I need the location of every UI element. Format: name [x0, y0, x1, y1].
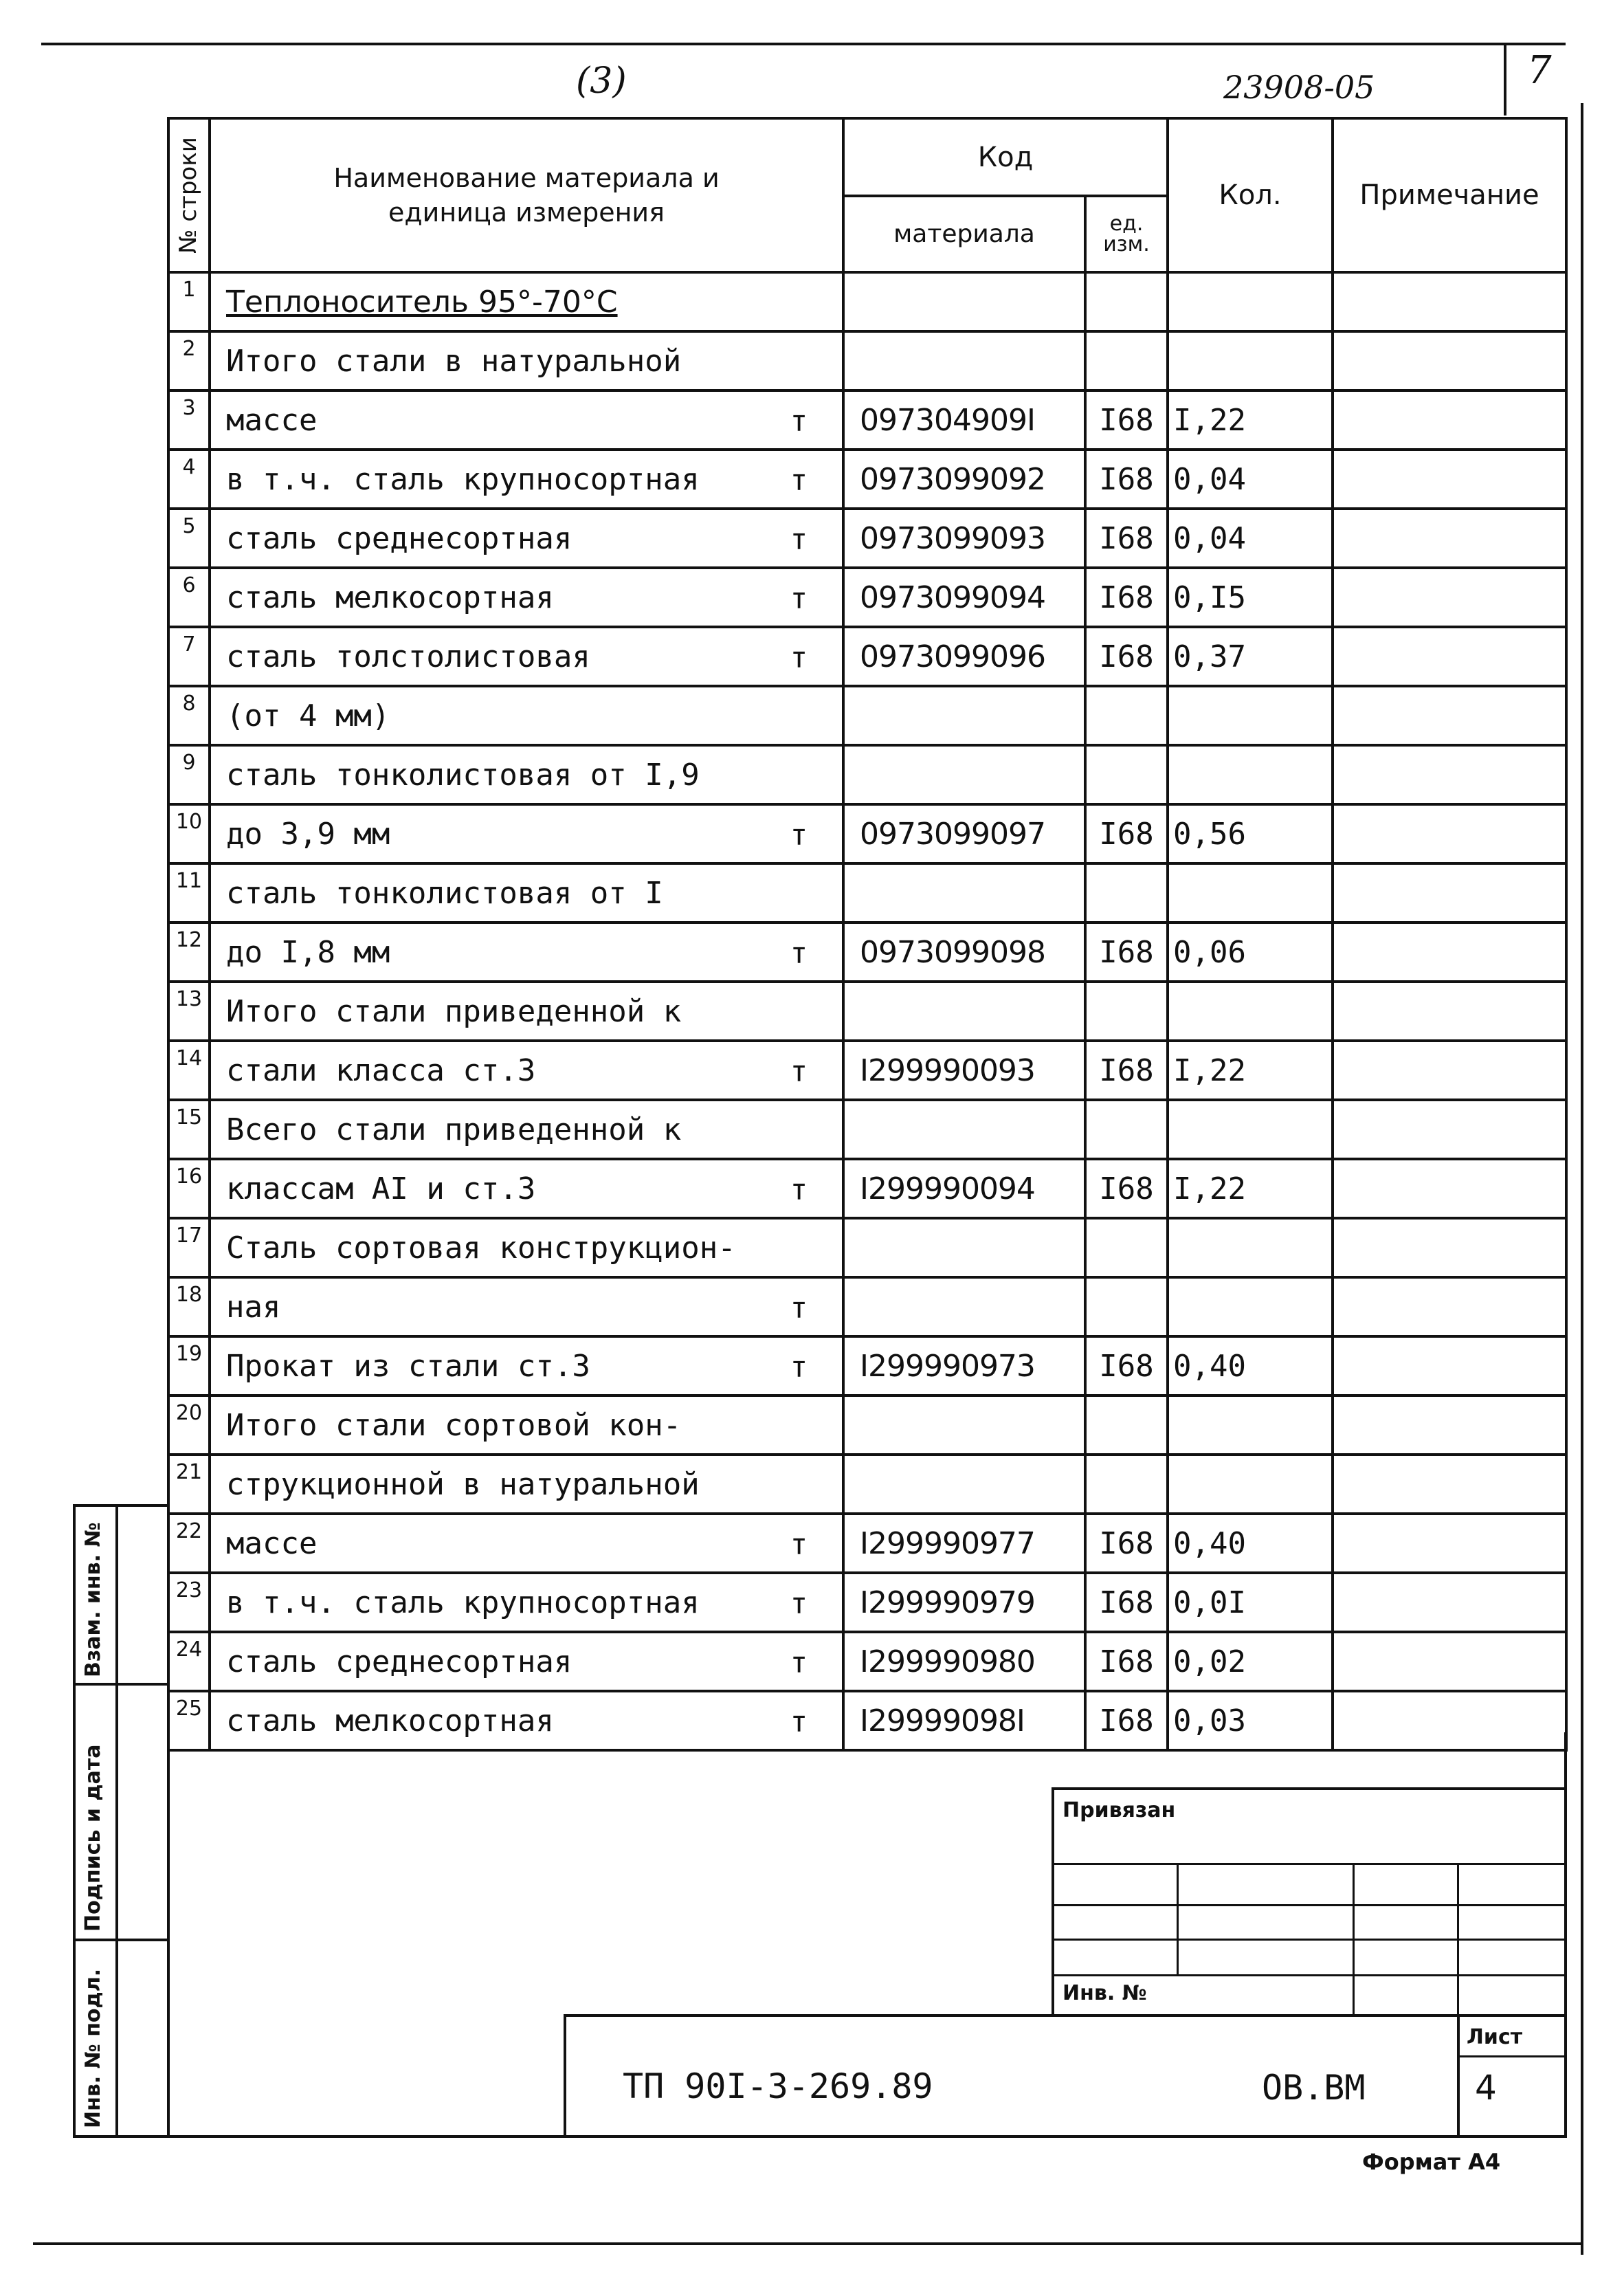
note-cell: [1333, 1218, 1566, 1277]
inv-no-label: Инв. №: [1063, 1981, 1147, 2005]
table-row: [168, 1573, 1566, 1632]
table-row: [168, 450, 1566, 509]
material-name-text: сталь тонколистовая от I,9: [226, 757, 700, 793]
material-name-text: ная: [226, 1289, 281, 1325]
unit-code-cell: I68: [1085, 568, 1168, 627]
material-code-cell: [843, 686, 1085, 745]
page-number: 7: [1527, 48, 1552, 93]
unit-code-cell: I68: [1085, 627, 1168, 686]
material-name-text: в т.ч. сталь крупносортная: [226, 1585, 700, 1620]
frame-left-line: [167, 1732, 170, 2138]
material-name-text: сталь мелкосортная: [226, 1703, 554, 1738]
material-name-text: Итого стали в натуральной: [226, 343, 682, 379]
note-cell: [1333, 568, 1566, 627]
margin-strip-outer-left: [73, 1504, 76, 2138]
note-cell: [1333, 1041, 1566, 1100]
note-cell: [1333, 982, 1566, 1041]
note-cell: [1333, 1100, 1566, 1159]
table-row: [168, 390, 1566, 450]
material-name-cell: [210, 1514, 843, 1573]
quantity-cell: [1168, 1395, 1333, 1455]
unit-code-cell: I68: [1085, 1159, 1168, 1218]
quantity-cell: 0,04: [1168, 509, 1333, 568]
material-code-cell: [843, 1455, 1085, 1514]
material-name-text: сталь толстолистовая: [226, 639, 590, 674]
material-name-cell: [210, 450, 843, 509]
material-name-text: Сталь сортовая конструкцион-: [226, 1230, 736, 1266]
material-name-cell: [210, 1632, 843, 1691]
material-code-cell: 0973099098: [843, 923, 1085, 982]
document-mark: ОВ.ВМ: [1262, 2068, 1366, 2108]
unit-label: т: [790, 1705, 808, 1738]
archive-number: 23908-05: [1223, 69, 1375, 106]
note-cell: [1333, 331, 1566, 390]
material-code-cell: I299990977: [843, 1514, 1085, 1573]
material-code-cell: 0973099096: [843, 627, 1085, 686]
note-cell: [1333, 1336, 1566, 1395]
row-number-cell: 4: [168, 450, 210, 509]
material-name-cell: [210, 272, 843, 331]
note-cell: [1333, 450, 1566, 509]
top-border-line: [41, 43, 1566, 45]
note-cell: [1333, 1159, 1566, 1218]
row-number-cell: 3: [168, 390, 210, 450]
unit-code-cell: I68: [1085, 1514, 1168, 1573]
quantity-cell: [1168, 1218, 1333, 1277]
material-name-header: Наименование материала и единица измерения: [210, 118, 843, 272]
table-row: [168, 1277, 1566, 1336]
note-cell: [1333, 686, 1566, 745]
stamp-row-line-2: [1052, 1904, 1564, 1906]
material-name-cell: [210, 1041, 843, 1100]
material-name-text: сталь среднесортная: [226, 1644, 572, 1679]
quantity-cell: [1168, 1455, 1333, 1514]
sheet-label-divider: [1457, 2055, 1564, 2057]
quantity-cell: 0,I5: [1168, 568, 1333, 627]
row-number-cell: 23: [168, 1573, 210, 1632]
row-number-cell: 21: [168, 1455, 210, 1514]
row-number-cell: 2: [168, 331, 210, 390]
quantity-cell: 0,0I: [1168, 1573, 1333, 1632]
unit-label: т: [790, 1291, 808, 1325]
unit-label: т: [790, 522, 808, 556]
note-cell: [1333, 272, 1566, 331]
row-number-cell: 7: [168, 627, 210, 686]
quantity-cell: [1168, 686, 1333, 745]
unit-code-cell: I68: [1085, 390, 1168, 450]
material-code-cell: I299990094: [843, 1159, 1085, 1218]
quantity-cell: [1168, 863, 1333, 923]
quantity-cell: [1168, 982, 1333, 1041]
material-name-text: струкционной в натуральной: [226, 1466, 700, 1502]
row-number-cell: 17: [168, 1218, 210, 1277]
quantity-cell: 0,37: [1168, 627, 1333, 686]
frame-bottom-line: [73, 2135, 1567, 2138]
table-row: [168, 568, 1566, 627]
table-row: [168, 1218, 1566, 1277]
unit-code-cell: [1085, 686, 1168, 745]
material-name-cell: [210, 1395, 843, 1455]
unit-label: т: [790, 641, 808, 674]
unit-code-cell: [1085, 1455, 1168, 1514]
material-code-cell: I299990979: [843, 1573, 1085, 1632]
unit-code-cell: [1085, 1395, 1168, 1455]
sheet-number: 4: [1475, 2068, 1497, 2108]
note-cell: [1333, 1691, 1566, 1750]
material-name-text: сталь тонколистовая от I: [226, 875, 663, 911]
material-code-header: материала: [843, 196, 1085, 272]
note-cell: [1333, 1632, 1566, 1691]
row-number-cell: 5: [168, 509, 210, 568]
material-code-cell: [843, 272, 1085, 331]
stamp-row-line-4: [1052, 1974, 1564, 1976]
table-row: [168, 331, 1566, 390]
note-cell: [1333, 923, 1566, 982]
material-name-text: стали класса ст.3: [226, 1052, 536, 1088]
unit-code-cell: [1085, 1277, 1168, 1336]
quantity-cell: I,22: [1168, 1041, 1333, 1100]
row-number-cell: 22: [168, 1514, 210, 1573]
material-name-text: сталь мелкосортная: [226, 579, 554, 615]
row-number-cell: 8: [168, 686, 210, 745]
frame-right-line: [1564, 1732, 1567, 2138]
unit-code-header: ед. изм.: [1085, 196, 1168, 272]
unit-code-cell: I68: [1085, 450, 1168, 509]
row-number-cell: 1: [168, 272, 210, 331]
title-block-left-line: [564, 2014, 566, 2138]
material-name-cell: [210, 745, 843, 804]
material-name-cell: [210, 568, 843, 627]
table-row: [168, 1336, 1566, 1395]
unit-code-cell: I68: [1085, 509, 1168, 568]
material-code-cell: 0973099094: [843, 568, 1085, 627]
material-code-cell: I29999098I: [843, 1691, 1085, 1750]
unit-code-cell: [1085, 1100, 1168, 1159]
table-row: [168, 1395, 1566, 1455]
note-cell: [1333, 745, 1566, 804]
stamp-top-line: [1052, 1787, 1564, 1790]
stamp-col-line-1: [1177, 1863, 1179, 1974]
title-block-top-line: [564, 2014, 1564, 2017]
material-code-cell: I299990980: [843, 1632, 1085, 1691]
row-number-cell: 16: [168, 1159, 210, 1218]
quantity-cell: I,22: [1168, 1159, 1333, 1218]
note-cell: [1333, 1395, 1566, 1455]
unit-code-cell: I68: [1085, 1632, 1168, 1691]
unit-label: т: [790, 818, 808, 852]
material-name-text: Прокат из стали ст.3: [226, 1348, 590, 1384]
stamp-row-line-1: [1052, 1863, 1564, 1865]
stamp-left-line: [1052, 1787, 1054, 2014]
material-name-cell: [210, 982, 843, 1041]
material-name-text: Всего стали приведенной к: [226, 1112, 682, 1147]
quantity-cell: 0,02: [1168, 1632, 1333, 1691]
material-name-text: сталь среднесортная: [226, 520, 572, 556]
stamp-col-line-2: [1353, 1863, 1355, 2014]
material-name-cell: [210, 1336, 843, 1395]
bottom-border-line: [33, 2242, 1582, 2245]
unit-label: т: [790, 1173, 808, 1206]
table-row: [168, 804, 1566, 863]
row-number-cell: 20: [168, 1395, 210, 1455]
material-code-cell: I299990093: [843, 1041, 1085, 1100]
material-name-cell: [210, 331, 843, 390]
quantity-cell: 0,06: [1168, 923, 1333, 982]
quantity-cell: [1168, 272, 1333, 331]
unit-code-cell: [1085, 745, 1168, 804]
unit-label: т: [790, 1646, 808, 1679]
unit-code-cell: [1085, 331, 1168, 390]
row-number-cell: 13: [168, 982, 210, 1041]
unit-code-cell: [1085, 863, 1168, 923]
page-number-divider: [1504, 43, 1506, 115]
unit-label: т: [790, 582, 808, 615]
table-row: [168, 982, 1566, 1041]
material-name-text: (от 4 мм): [226, 698, 390, 733]
note-cell: [1333, 1277, 1566, 1336]
note-cell: [1333, 509, 1566, 568]
material-name-cell: [210, 1691, 843, 1750]
material-name-cell: [210, 1159, 843, 1218]
unit-label: т: [790, 1055, 808, 1088]
note-cell: [1333, 1455, 1566, 1514]
margin-label-sign-date: Подпись и дата: [81, 1744, 105, 1932]
material-name-cell: [210, 686, 843, 745]
margin-strip-inner: [115, 1504, 118, 2138]
table-row: [168, 1514, 1566, 1573]
material-code-cell: [843, 863, 1085, 923]
unit-label: т: [790, 1587, 808, 1620]
unit-label: т: [790, 463, 808, 497]
margin-label-inv-podl: Инв. № подл.: [81, 1968, 105, 2128]
row-number-cell: 11: [168, 863, 210, 923]
materials-table: [167, 117, 1568, 1752]
stamp-col-line-3: [1457, 1863, 1459, 2014]
material-name-text: Теплоноситель 95°-70°С: [226, 284, 618, 320]
note-cell: [1333, 804, 1566, 863]
note-cell: [1333, 863, 1566, 923]
material-code-cell: I299990973: [843, 1336, 1085, 1395]
table-row: [168, 509, 1566, 568]
row-number-cell: 24: [168, 1632, 210, 1691]
unit-label: т: [790, 936, 808, 970]
material-code-cell: [843, 745, 1085, 804]
code-header: Код: [843, 118, 1168, 196]
material-name-cell: [210, 627, 843, 686]
table-row: [168, 923, 1566, 982]
row-number-cell: 9: [168, 745, 210, 804]
section-mark: (3): [576, 60, 627, 102]
material-code-cell: [843, 1395, 1085, 1455]
row-number-cell: 15: [168, 1100, 210, 1159]
material-name-text: массе: [226, 1525, 318, 1561]
material-name-text: Итого стали приведенной к: [226, 993, 682, 1029]
note-cell: [1333, 627, 1566, 686]
quantity-cell: 0,56: [1168, 804, 1333, 863]
note-cell: [1333, 1573, 1566, 1632]
material-name-cell: [210, 804, 843, 863]
unit-code-cell: I68: [1085, 1691, 1168, 1750]
material-code-cell: 0973099093: [843, 509, 1085, 568]
row-number-cell: 18: [168, 1277, 210, 1336]
quantity-header: Кол.: [1168, 118, 1333, 272]
table-row: [168, 863, 1566, 923]
table-row: [168, 1632, 1566, 1691]
material-name-text: до 3,9 мм: [226, 816, 390, 852]
material-name-cell: [210, 1277, 843, 1336]
row-number-cell: 6: [168, 568, 210, 627]
row-number-header: № строки: [168, 118, 210, 272]
privyazan-label: Привязан: [1063, 1798, 1176, 1822]
material-code-cell: [843, 1277, 1085, 1336]
material-name-cell: [210, 923, 843, 982]
unit-label: т: [790, 404, 808, 438]
unit-code-cell: I68: [1085, 1573, 1168, 1632]
material-code-cell: [843, 331, 1085, 390]
quantity-cell: 0,03: [1168, 1691, 1333, 1750]
table-row: [168, 1455, 1566, 1514]
material-name-text: Итого стали сортовой кон-: [226, 1407, 682, 1443]
table-row: [168, 686, 1566, 745]
material-name-cell: [210, 1573, 843, 1632]
note-cell: [1333, 1514, 1566, 1573]
material-name-text: классам АI и ст.3: [226, 1171, 536, 1206]
right-border-line: [1581, 103, 1583, 2255]
table-row: [168, 1159, 1566, 1218]
quantity-cell: 0,40: [1168, 1514, 1333, 1573]
unit-code-cell: [1085, 982, 1168, 1041]
material-code-cell: [843, 1100, 1085, 1159]
material-name-text: массе: [226, 402, 318, 438]
material-name-cell: [210, 509, 843, 568]
material-name-text: до I,8 мм: [226, 934, 390, 970]
material-name-text: в т.ч. сталь крупносортная: [226, 461, 700, 497]
table-row: [168, 745, 1566, 804]
material-code-cell: 0973099097: [843, 804, 1085, 863]
quantity-cell: [1168, 1277, 1333, 1336]
unit-code-cell: [1085, 272, 1168, 331]
unit-code-cell: [1085, 1218, 1168, 1277]
quantity-cell: I,22: [1168, 390, 1333, 450]
material-name-cell: [210, 1100, 843, 1159]
material-name-cell: [210, 1218, 843, 1277]
table-row: [168, 272, 1566, 331]
document-code: ТП 90I-3-269.89: [623, 2066, 933, 2106]
row-number-cell: 12: [168, 923, 210, 982]
sheet-label: Лист: [1467, 2025, 1523, 2049]
material-name-cell: [210, 390, 843, 450]
material-code-cell: 097304909I: [843, 390, 1085, 450]
material-code-cell: [843, 1218, 1085, 1277]
unit-code-cell: I68: [1085, 923, 1168, 982]
quantity-cell: 0,40: [1168, 1336, 1333, 1395]
margin-strip-div-1: [73, 1683, 169, 1686]
sheet-col-line: [1457, 2014, 1460, 2138]
material-name-cell: [210, 1455, 843, 1514]
quantity-cell: [1168, 745, 1333, 804]
unit-code-cell: I68: [1085, 804, 1168, 863]
row-number-cell: 25: [168, 1691, 210, 1750]
margin-strip-top: [73, 1504, 169, 1507]
quantity-cell: [1168, 331, 1333, 390]
material-code-cell: [843, 982, 1085, 1041]
stamp-row-line-3: [1052, 1939, 1564, 1941]
row-number-cell: 14: [168, 1041, 210, 1100]
note-header: Примечание: [1333, 118, 1566, 272]
table-row: [168, 627, 1566, 686]
margin-label-vzam-inv: Взам. инв. №: [81, 1522, 105, 1677]
note-cell: [1333, 390, 1566, 450]
table-row: [168, 1100, 1566, 1159]
margin-strip-div-2: [73, 1939, 169, 1941]
material-name-cell: [210, 863, 843, 923]
quantity-cell: 0,04: [1168, 450, 1333, 509]
quantity-cell: [1168, 1100, 1333, 1159]
table-row: [168, 1041, 1566, 1100]
unit-code-cell: I68: [1085, 1041, 1168, 1100]
format-label: Формат А4: [1362, 2149, 1501, 2175]
table-row: [168, 1691, 1566, 1750]
unit-code-cell: I68: [1085, 1336, 1168, 1395]
row-number-cell: 19: [168, 1336, 210, 1395]
material-code-cell: 0973099092: [843, 450, 1085, 509]
row-number-cell: 10: [168, 804, 210, 863]
unit-label: т: [790, 1350, 808, 1384]
unit-label: т: [790, 1527, 808, 1561]
